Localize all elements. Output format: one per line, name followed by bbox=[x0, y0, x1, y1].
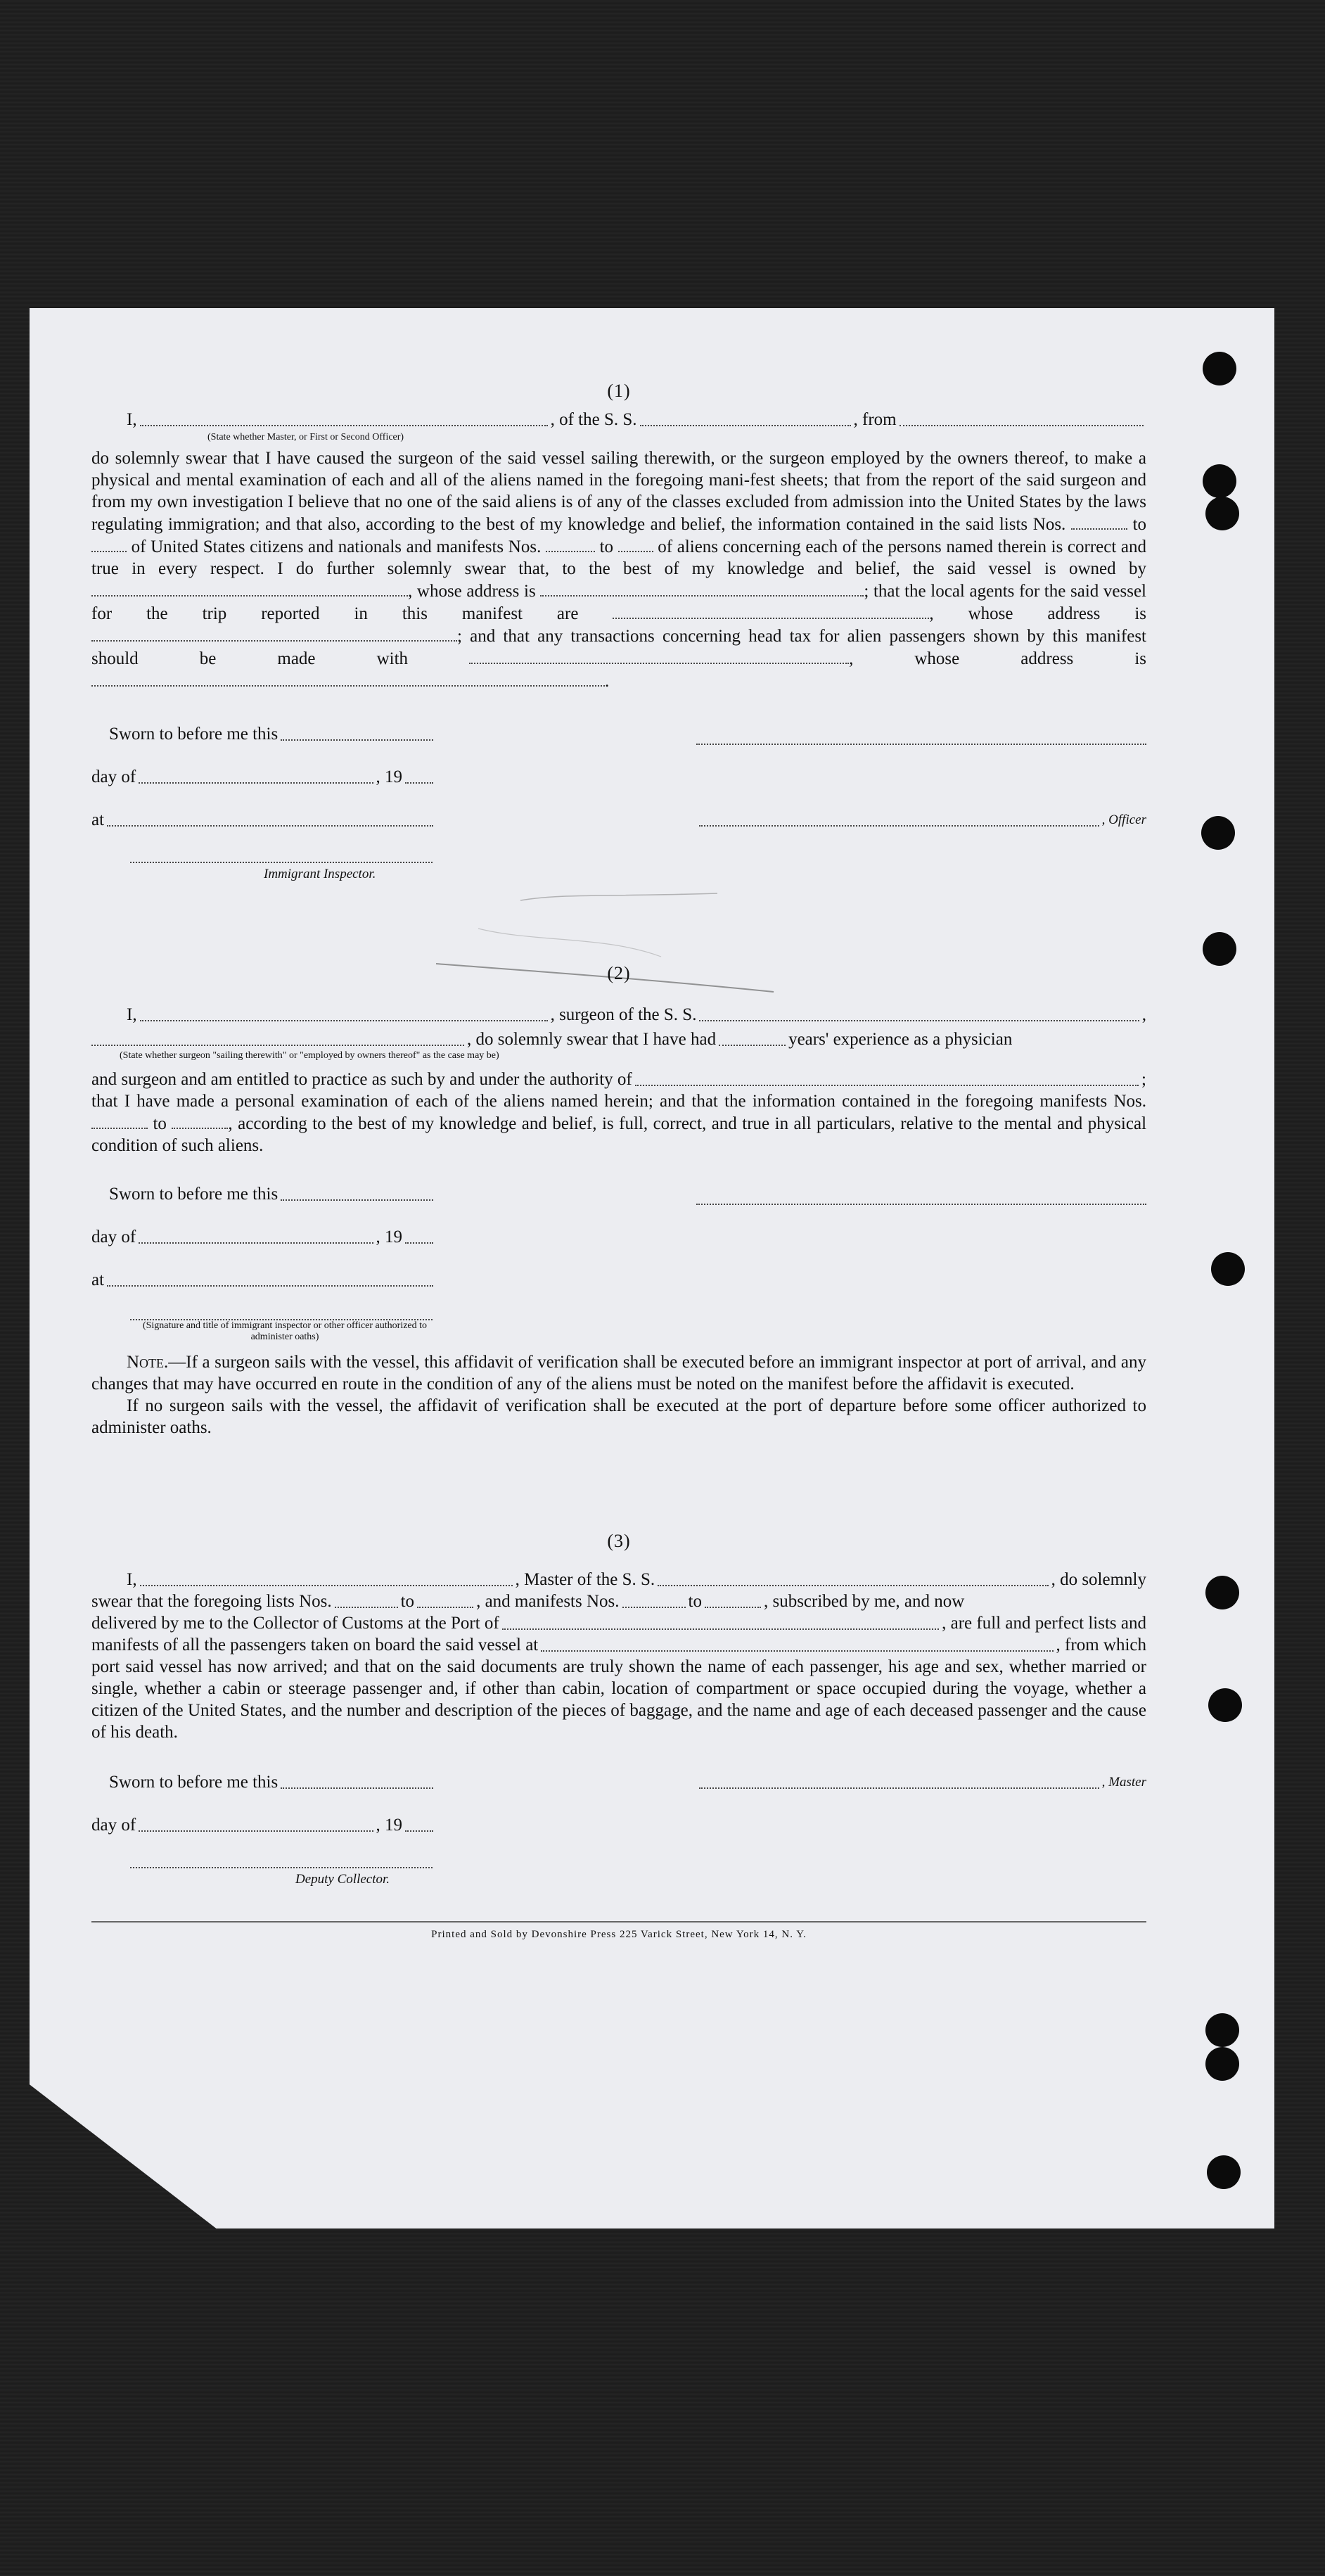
sec2-i: I, bbox=[127, 1005, 137, 1024]
sec3-to-1: to bbox=[400, 1592, 415, 1611]
sec1-whose-address-3: , whose address is bbox=[849, 649, 1147, 668]
sec1-i: I, bbox=[127, 410, 137, 429]
sec1-whose-address-1: , whose address is bbox=[408, 582, 536, 601]
sec3-para-2a: delivered by me to the Collector of Customs at the Port of bbox=[91, 1614, 499, 1633]
sec1-para-4: ; and that any transactions concerning head tax for alien passengers shown by this manifest should be made with bbox=[91, 627, 1146, 668]
sec2-years: years' experience as a physician bbox=[788, 1030, 1013, 1049]
sec2-day-of: day of bbox=[91, 1228, 136, 1246]
punch-hole bbox=[1205, 1576, 1239, 1609]
sec1-para-2b: of aliens concerning each of the persons named therein is correct and true in every respect. I do further solemnly swear that, to the best of my knowledge and belief, the said vessel is owned by bbox=[91, 537, 1147, 578]
sec2-para-3: , according to the best of my knowledge and belief, is full, correct, and true in all particulars, relative to the mental and physical condition of such aliens. bbox=[91, 1114, 1147, 1155]
sec1-at: at bbox=[91, 810, 105, 829]
sec3-year: , 19 bbox=[376, 1816, 402, 1835]
sec1-para-1: do solemnly swear that I have caused the surgeon of the said vessel sailing therewith, or the surgeon employed by the owners thereof, to make a physical and mental examination of each and all of the aliens named in the foregoing mani-fest sheets; that from the report of the said surgeon and from my own investigation I believe that no one of the said aliens is of any of the classes excluded from admission into the United States by the laws regulating immigration; and that also, according to the best of my knowledge and belief, the information contained in the said lists Nos. bbox=[91, 449, 1146, 534]
sec1-first-line bbox=[91, 409, 1146, 431]
section-2-number: (2) bbox=[607, 963, 631, 983]
sec1-from: , from bbox=[853, 410, 897, 429]
punch-hole bbox=[1207, 2155, 1241, 2189]
sec1-state-note: (State whether Master, or First or Second Officer) bbox=[207, 432, 404, 442]
sec1-whose-address-2: whose address is bbox=[968, 604, 1147, 623]
punch-hole bbox=[1203, 352, 1236, 385]
section-1-number: (1) bbox=[607, 381, 631, 401]
sec2-note-1: —If a surgeon sails with the vessel, this affidavit of verification shall be executed before an immigrant inspector at port of arrival, and any changes that may have occurred en route in the condition of any of the aliens must be noted on the manifest before the affidavit is executed. bbox=[91, 1353, 1146, 1394]
punch-hole bbox=[1203, 464, 1236, 498]
punch-hole bbox=[1208, 1688, 1242, 1722]
punch-hole bbox=[1211, 1252, 1245, 1286]
affidavit-content: (1) I, , of the S. S. , from (State whether Master, or First or Second Officer) do solemnly swear that I have caused the surgeon of the said vessel sailing therewith, or the surgeon employed by the owners thereof, to make a physical and mental examination of each and all of the aliens named in the foregoing mani-fest sheets; that from the report of the said surgeon and from my own investigation I believe that no one of the said aliens is of any of the classes excluded from admission into the United States by the laws regulating immigration; and that also, according to the best of my knowledge and belief, the information contained in the said lists Nos. to of United States citizens and nationals and manifests Nos. to of aliens concerning each of the persons named therein is correct and true in every respect. I do further solemnly swear that, to the best of my knowledge and belief, the said vessel is owned by , whose address is ; that the local agents for the said vessel for the trip reported in this manifest are , whose address is ; and that any transactions concerning head tax for alien passengers shown by this manifest should be made with , whose address is . Sworn to before me this day of , 19 at , Officer Immigrant Inspector. (2) I, , surgeon of the S. S. , , do solemnly swear that I have had years' experience as a physician (State whether surgeon "sailing therewith" or "employed by owners thereof" as the case may be) and surgeon and am entitled to practice as such by and under the authority of ; that I have made a personal examination of each of the aliens named herein; and that the information contained in the foregoing manifests Nos. to , according to the best of my knowledge and belief, is full, correct, and true in all particulars, relative to the mental and physical condition of such aliens. Sworn to before me this day of , 19 at (Signature and title of immigrant inspector or other officer authorized to administer oaths) Note.—If a surgeon sails with the vessel, this affidavit of verification shall be executed before an immigrant inspector at port of arrival, and any changes that may have occurred en route in the condition of any of the aliens must be noted on the manifest before the affidavit is executed. If no surgeon sails with the vessel, the affidavit of verification shall be executed at the port of departure before some officer authorized to administer oaths. (3) I, , Master of the S. S. , do solemnly swear that the foregoing lists Nos. to , and manifests Nos. to , subscribed by me, and now delivered by me to the Collector of Customs at the Port of , are full and perfect lists and manifests of all the passengers taken on board the said vessel at , from which port said vessel has now arrived; and that on the said documents are truly shown the name of each passenger, his age and sex, whether married or single, whether a cabin or steerage passenger and, if other than cabin, location of compartment or space occupied during the voyage, whether a citizen of the United States, and the number and description of the pieces of baggage, and the name and age of each deceased passenger and the cause of his death. Sworn to before me this , Master day of , 19 Deputy Collector. Printed and Sold by Devonshire Press 225 Varick Street, New York 14, N. Y. bbox=[91, 380, 1146, 1946]
sec2-do-swear: , do solemnly swear that I have had bbox=[467, 1030, 717, 1049]
sec1-para-3: ; that the local agents for the said vessel for the trip reported in this manifest are bbox=[91, 582, 1147, 623]
punch-hole bbox=[1205, 2047, 1239, 2081]
sec1-sworn: Sworn to before me this bbox=[109, 725, 279, 744]
sec1-officer: , Officer bbox=[1101, 812, 1146, 827]
sec3-i: I, bbox=[127, 1570, 137, 1589]
sec1-to-2: to bbox=[599, 537, 614, 556]
sec3-para-3a: manifests of all the passengers taken on board the said vessel at bbox=[91, 1635, 539, 1654]
sec3-para-1b: , and manifests Nos. bbox=[476, 1592, 620, 1611]
sec2-para-1: and surgeon and am entitled to practice as such by and under the authority of bbox=[91, 1070, 632, 1089]
sec1-of-ss: , of the S. S. bbox=[550, 410, 637, 429]
sec2-at: at bbox=[91, 1270, 105, 1289]
sec3-master: , Master bbox=[1101, 1775, 1146, 1790]
sec3-para-2b: , are full and perfect lists and bbox=[942, 1614, 1146, 1633]
sec1-day-of: day of bbox=[91, 767, 136, 786]
sec3-to-2: to bbox=[688, 1592, 702, 1611]
sec3-para-4: port said vessel has now arrived; and that on the said documents are truly shown the name of each passenger, his age and sex, whether married or single, whether a cabin or steerage passenger and, if other than cabin, location of compartment or space occupied during the voyage, whether a citizen of the United States, and the number and description of the pieces of baggage, and the name and age of each deceased passenger and the cause of his death. bbox=[91, 1657, 1146, 1742]
sec3-para-1c: , subscribed by me, and now bbox=[763, 1592, 965, 1611]
sec2-sig-note: (Signature and title of immigrant inspector or other officer authorized to administer oaths) bbox=[142, 1320, 428, 1342]
punch-hole bbox=[1203, 932, 1236, 966]
section-3-number: (3) bbox=[607, 1531, 631, 1551]
sec2-to: to bbox=[153, 1114, 167, 1133]
sec3-para-3b: , from which bbox=[1056, 1635, 1146, 1654]
sec2-para-2: that I have made a personal examination of each of the aliens named herein; and that the information contained in the foregoing manifests Nos. bbox=[91, 1092, 1146, 1111]
sec3-do-solemnly: , do solemnly bbox=[1051, 1570, 1146, 1589]
sec3-day-of: day of bbox=[91, 1816, 136, 1835]
sec2-note-2: If no surgeon sails with the vessel, the affidavit of verification shall be executed at the port of departure before some officer authorized to administer oaths. bbox=[91, 1396, 1146, 1437]
sec1-para-2a: of United States citizens and nationals and manifests Nos. bbox=[131, 537, 542, 556]
sec2-note-label: Note. bbox=[127, 1353, 169, 1372]
sec2-year: , 19 bbox=[376, 1228, 402, 1246]
punch-hole bbox=[1205, 2013, 1239, 2047]
sec1-to-1: to bbox=[1132, 515, 1147, 534]
printer-footer: Printed and Sold by Devonshire Press 225 Varick Street, New York 14, N. Y. bbox=[431, 1929, 807, 1940]
sec3-master-of: , Master of the S. S. bbox=[515, 1570, 655, 1589]
punch-hole bbox=[1205, 497, 1239, 530]
sec2-sworn: Sworn to before me this bbox=[109, 1185, 279, 1204]
punch-hole bbox=[1201, 816, 1235, 850]
sec1-year: , 19 bbox=[376, 767, 402, 786]
sec2-state-note: (State whether surgeon "sailing therewith" or "employed by owners thereof" as the case may be) bbox=[120, 1050, 499, 1061]
sec3-deputy-collector: Deputy Collector. bbox=[295, 1872, 390, 1887]
sec3-sworn: Sworn to before me this bbox=[109, 1773, 279, 1792]
sec3-para-1a: swear that the foregoing lists Nos. bbox=[91, 1592, 332, 1611]
sec1-immigrant-inspector: Immigrant Inspector. bbox=[264, 867, 376, 881]
sec2-surgeon-of: , surgeon of the S. S. bbox=[550, 1005, 697, 1024]
